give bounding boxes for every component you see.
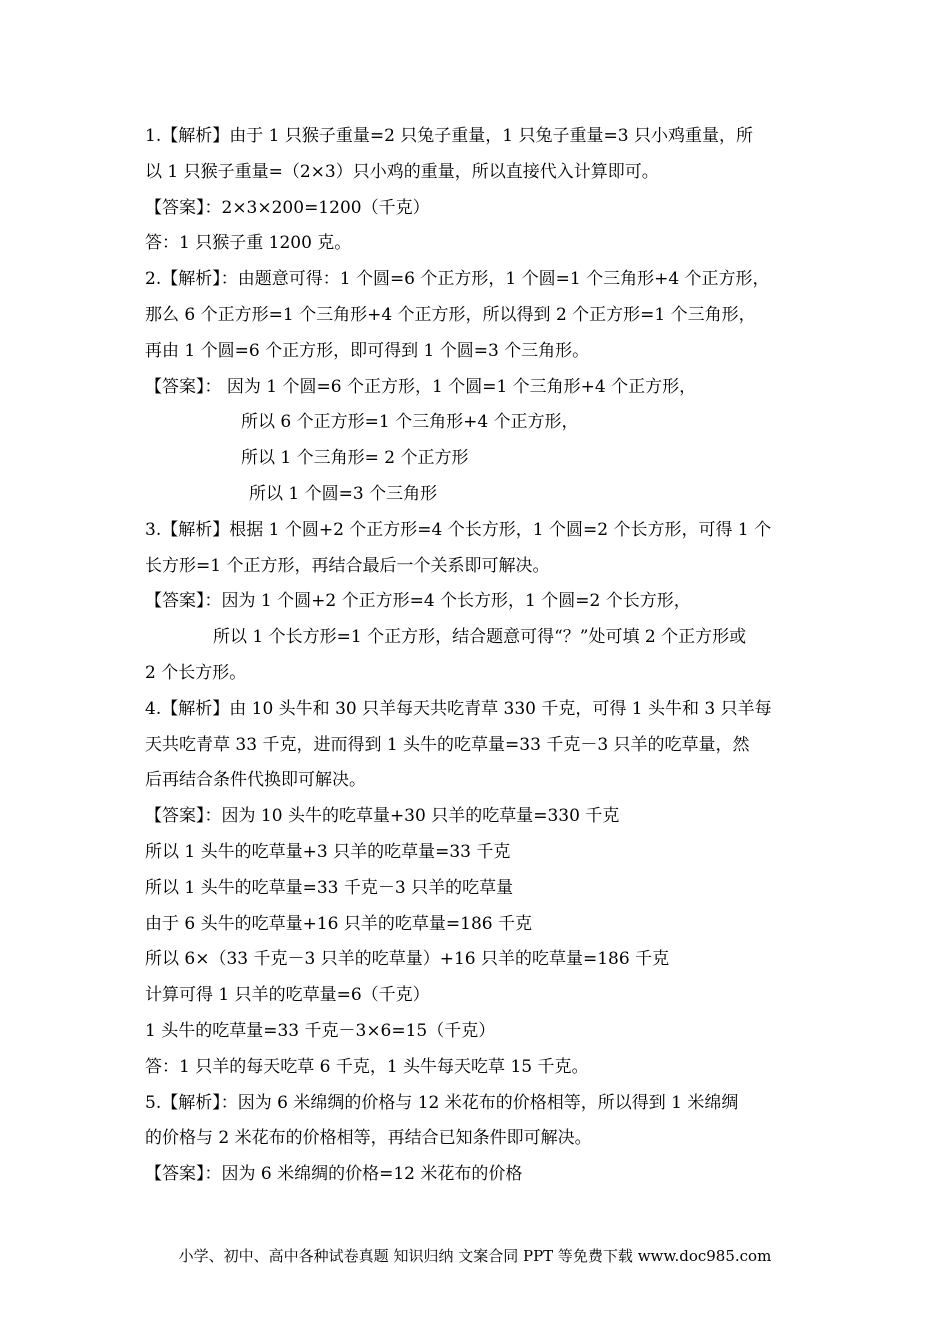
text-line: 1.【解析】由于 1 只猴子重量=2 只兔子重量，1 只兔子重量=3 只小鸡重量，所	[145, 126, 753, 146]
text-line: 2.【解析】：由题意可得：1 个圆=6 个正方形，1 个圆=1 个三角形+4 个正方形，	[145, 269, 770, 290]
text-line: 的价格与 2 米花布的价格相等，再结合已知条件即可解决。	[145, 1128, 592, 1149]
page-footer: 小学、初中、高中各种试卷真题 知识归纳 文案合同 PPT 等免费下载 www.doc985.com	[178, 1247, 772, 1265]
text-line: 5.【解析】：因为 6 米绵绸的价格与 12 米花布的价格相等，所以得到 1 米绵绸	[145, 1092, 739, 1113]
text-line: 【答案】：2×3×200=1200（千克）	[145, 197, 430, 218]
text-line: 所以 6 个正方形=1 个三角形+4 个正方形，	[241, 412, 579, 433]
text-line: 【答案】：因为 10 头牛的吃草量+30 只羊的吃草量=330 千克	[145, 806, 620, 827]
text-line: 长方形=1 个正方形，再结合最后一个关系即可解决。	[145, 555, 550, 576]
document-body	[145, 119, 825, 1193]
text-line: 3.【解析】根据 1 个圆+2 个正方形=4 个长方形，1 个圆=2 个长方形，可得 1 个	[145, 519, 772, 540]
text-line: 答：1 只猴子重 1200 克。	[145, 233, 352, 254]
text-line: 所以 1 个圆=3 个三角形	[249, 483, 438, 504]
text-line: 所以 1 个三角形= 2 个正方形	[241, 448, 469, 469]
text-line: 所以 1 个长方形=1 个正方形，结合题意可得“？”处可填 2 个正方形或	[213, 627, 747, 648]
text-line: 【答案】：因为 1 个圆+2 个正方形=4 个长方形，1 个圆=2 个长方形，	[145, 591, 691, 612]
text-line: 后再结合条件代换即可解决。	[145, 770, 366, 791]
text-line: 1 头牛的吃草量=33 千克－3×6=15（千克）	[145, 1020, 496, 1041]
text-line: 计算可得 1 只羊的吃草量=6（千克）	[145, 985, 430, 1006]
text-line: 所以 6×（33 千克－3 只羊的吃草量）+16 只羊的吃草量=186 千克	[145, 949, 670, 970]
text-line: 【答案】：因为 6 米绵绸的价格=12 米花布的价格	[145, 1164, 523, 1185]
text-line: 由于 6 头牛的吃草量+16 只羊的吃草量=186 千克	[145, 913, 532, 934]
text-line: 所以 1 头牛的吃草量+3 只羊的吃草量=33 千克	[145, 841, 511, 862]
text-line: 答：1 只羊的每天吃草 6 千克，1 头牛每天吃草 15 千克。	[145, 1056, 589, 1077]
text-line: 4.【解析】由 10 头牛和 30 只羊每天共吃青草 330 千克，可得 1 头牛和 3 只羊每	[145, 698, 772, 719]
text-line: 【答案】： 因为 1 个圆=6 个正方形，1 个圆=1 个三角形+4 个正方形，	[145, 376, 697, 397]
text-line: 天共吃青草 33 千克，进而得到 1 头牛的吃草量=33 千克－3 只羊的吃草量，然	[145, 734, 750, 755]
text-line: 2 个长方形。	[145, 662, 247, 683]
text-line: 再由 1 个圆=6 个正方形，即可得到 1 个圆=3 个三角形。	[145, 340, 590, 361]
text-line: 以 1 只猴子重量=（2×3）只小鸡的重量，所以直接代入计算即可。	[145, 161, 659, 182]
text-line: 那么 6 个正方形=1 个三角形+4 个正方形，所以得到 2 个正方形=1 个三角形，	[145, 304, 756, 325]
text-line: 所以 1 头牛的吃草量=33 千克－3 只羊的吃草量	[145, 877, 514, 898]
